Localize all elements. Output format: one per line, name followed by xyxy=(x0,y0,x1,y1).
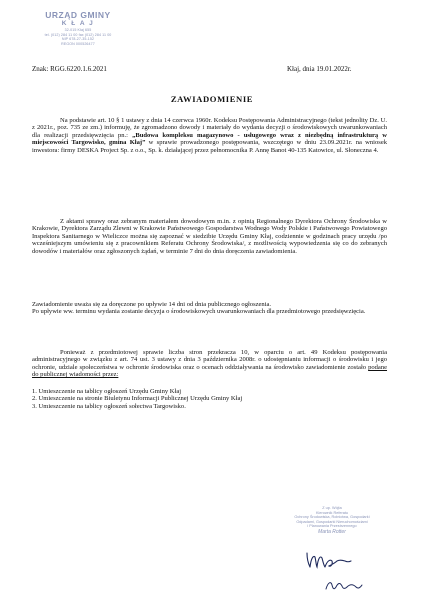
stamp-line: Odpadami, Gospodarki Nieruchomościami xyxy=(296,519,368,524)
handwritten-signature xyxy=(305,549,353,571)
place-date: Kłaj, dnia 19.01.2022r. xyxy=(287,65,352,73)
case-reference: Znak: RGG.6220.1.6.2021 xyxy=(32,65,107,73)
paragraph-publication xyxy=(32,349,387,379)
project-name: „Budowa kompleksu magazynowo - usługowego wraz z niezbędną infrastrukturą w miejscowości Targowisko, gmina Kłaj” xyxy=(32,131,387,147)
stamp-town: K Ł A J xyxy=(61,20,95,27)
list-item: 2. Umieszczenie na stronie Biuletynu Informacji Publicznej Urzędu Gminy Kłaj xyxy=(32,395,243,403)
paragraph-case-files-text: Z aktami sprawy oraz zebranym materiałem dowodowym m.in. z opinią Regionalnego Dyrektora Ochrony Środowiska w Krakowie, Dyrektora Zarządu Zlewni w Krakowie Państwowego Gospodarstwa Wodnego Wody Polskie i Państwowego Powiatowego Inspektora Sanitarnego w Wieliczce można się zapoznać w siedzibie Urzędu Gminy Kłaj, codziennie w godzinach pracy urzędu /po wcześniejszym umówieniu się z pracownikiem Referatu Ochrony Środowiska/, z możliwością wypowiedzenia się co do zebranych dowodów i materiałów oraz zgłoszonych żądań, w terminie 7 dni do dnia doręczenia zawiadomienia. xyxy=(32,218,387,255)
list-item: 1. Umieszczenie na tablicy ogłoszeń Urzędu Gminy Kłaj xyxy=(32,388,182,395)
office-stamp xyxy=(32,11,124,46)
publication-list xyxy=(32,388,387,410)
stamp-regon: REGON 000526477 xyxy=(61,41,95,46)
stamp-phone: tel. (012) 284 11 00 fax (012) 284 11 00 xyxy=(44,32,112,37)
stamp-line: Kierownik Referatu xyxy=(315,510,349,515)
paragraph-delivery-line-2: Po upływie ww. terminu wydania zostanie decyzja o środowiskowych uwarunkowaniach dla przedmiotowego przedsięwzięcia. xyxy=(32,308,366,316)
stamp-line: Ochrony Środowiska, Rolnictwa, Gospodarki xyxy=(294,515,370,520)
list-item: 3. Umieszczenie na tablicy ogłoszeń sołectwa Targowisko. xyxy=(32,402,186,410)
paragraph-delivery-line-1: Zawiadomienie uważa się za doręczone po upływie 14 dni od dnia publicznego ogłoszenia. xyxy=(32,301,272,308)
publication-heading: podane do publicznej wiadomości przez: xyxy=(32,363,388,379)
stamp-name: Marta Rotter xyxy=(318,528,346,535)
document-title: ZAWIADOMIENIE xyxy=(170,94,254,104)
paragraph-legal-basis-tail: w sprawie prowadzonego postępowania, wszczętego w dniu 23.09.2021r. na wniosek inwestora: firmy DESKA Project Sp. z o.o., Sp. k. działającej przez pełnomocnika P. Annę Banot 40-135 Katowice, ul. Słoneczna 4. xyxy=(32,139,387,154)
paragraph-publication-text: Ponieważ z przedmiotowej sprawie liczba stron przekracza 10, w oparciu o art. 49 Kodeksu postępowania administracyjnego w związku z art. 74 ust. 3 ustawy z dnia 3 października 2008r. o udostępnianiu informacji o środowisku i jego ochronie, udziale społeczeństwa w ochronie środowiska oraz o ocenach oddziaływania na środowisko zawiadomienie zostało xyxy=(32,349,387,371)
paragraph-legal-basis-text: Na podstawie art. 10 § 1 ustawy z dnia 14 czerwca 1960r. Kodeksu Postępowania Administracyjnego (tekst jednolity Dz. U. z 2021r., poz. 735 ze zm.) informuję, że zgromadzono dowody i materiały do wydania decyzji o środowiskowych uwarunkowaniach dla realizacji przedsięwzięcia pn.: xyxy=(32,117,387,139)
paragraph-delivery xyxy=(32,301,387,316)
stamp-title: URZĄD GMINY xyxy=(45,10,111,20)
paragraph-case-files xyxy=(32,218,387,255)
stamp-line: i Planowania Przestrzennego xyxy=(307,524,357,529)
paragraph-legal-basis xyxy=(32,117,387,154)
signature-stamp xyxy=(272,506,392,535)
stamp-nip: NIP 678-27-35-152 xyxy=(61,37,95,42)
stamp-address: 32-015 Kłaj 655 xyxy=(64,28,92,32)
stamp-line: Z up. Wójta xyxy=(322,506,342,510)
handwritten-initials xyxy=(324,579,364,593)
